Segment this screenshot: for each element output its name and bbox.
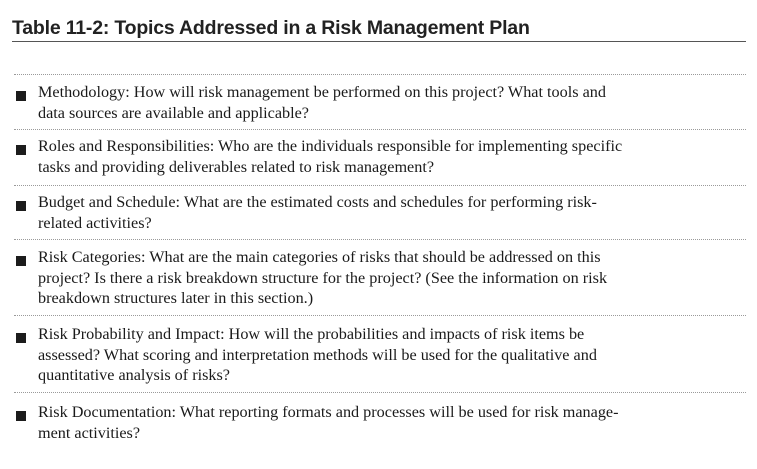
topic-text-line: Risk Categories: What are the main categories of risks that should be addressed on this (38, 248, 601, 266)
square-bullet-icon (16, 256, 26, 266)
square-bullet-icon (16, 91, 26, 101)
topic-text-line: breakdown structures later in this section.) (38, 289, 314, 307)
topic-text-line: Roles and Responsibilities: Who are the individuals responsible for implementing specific (38, 137, 623, 155)
topic-text-line: project? Is there a risk breakdown structure for the project? (See the information on risk (38, 268, 608, 287)
topic-text-line: tasks and providing deliverables related to risk management? (38, 157, 435, 176)
topic-roles-responsibilities (14, 134, 746, 186)
topic-text (38, 247, 744, 309)
topic-text (38, 136, 744, 177)
square-bullet-icon (16, 411, 26, 421)
topic-text (38, 82, 744, 123)
topic-text-line: ment activities? (38, 423, 141, 442)
topic-text-line: related activities? (38, 213, 152, 232)
topic-text (38, 192, 744, 233)
topic-text-line: quantitative analysis of risks? (38, 366, 230, 384)
topic-budget-schedule (14, 190, 746, 240)
topic-methodology (14, 80, 746, 130)
table-title: Table 11-2: Topics Addressed in a Risk Management Plan (12, 17, 530, 39)
topic-risk-categories (14, 245, 746, 316)
square-bullet-icon (16, 145, 26, 155)
topic-text (38, 402, 744, 443)
topic-risk-documentation (14, 400, 746, 452)
square-bullet-icon (16, 333, 26, 343)
topic-text-line: Budget and Schedule: What are the estimated costs and schedules for performing risk- (38, 193, 597, 211)
topic-text-line: Risk Documentation: What reporting formats and processes will be used for risk manage- (38, 403, 619, 421)
topic-risk-probability-impact (14, 322, 746, 393)
topic-text-line: Risk Probability and Impact: How will the probabilities and impacts of risk items be (38, 325, 585, 343)
square-bullet-icon (16, 201, 26, 211)
topic-text-line: data sources are available and applicable? (38, 103, 309, 122)
topic-text (38, 324, 744, 386)
topic-text-line: assessed? What scoring and interpretation methods will be used for the qualitative and (38, 345, 597, 364)
topic-text-line: Methodology: How will risk management be performed on this project? What tools and (38, 83, 606, 101)
